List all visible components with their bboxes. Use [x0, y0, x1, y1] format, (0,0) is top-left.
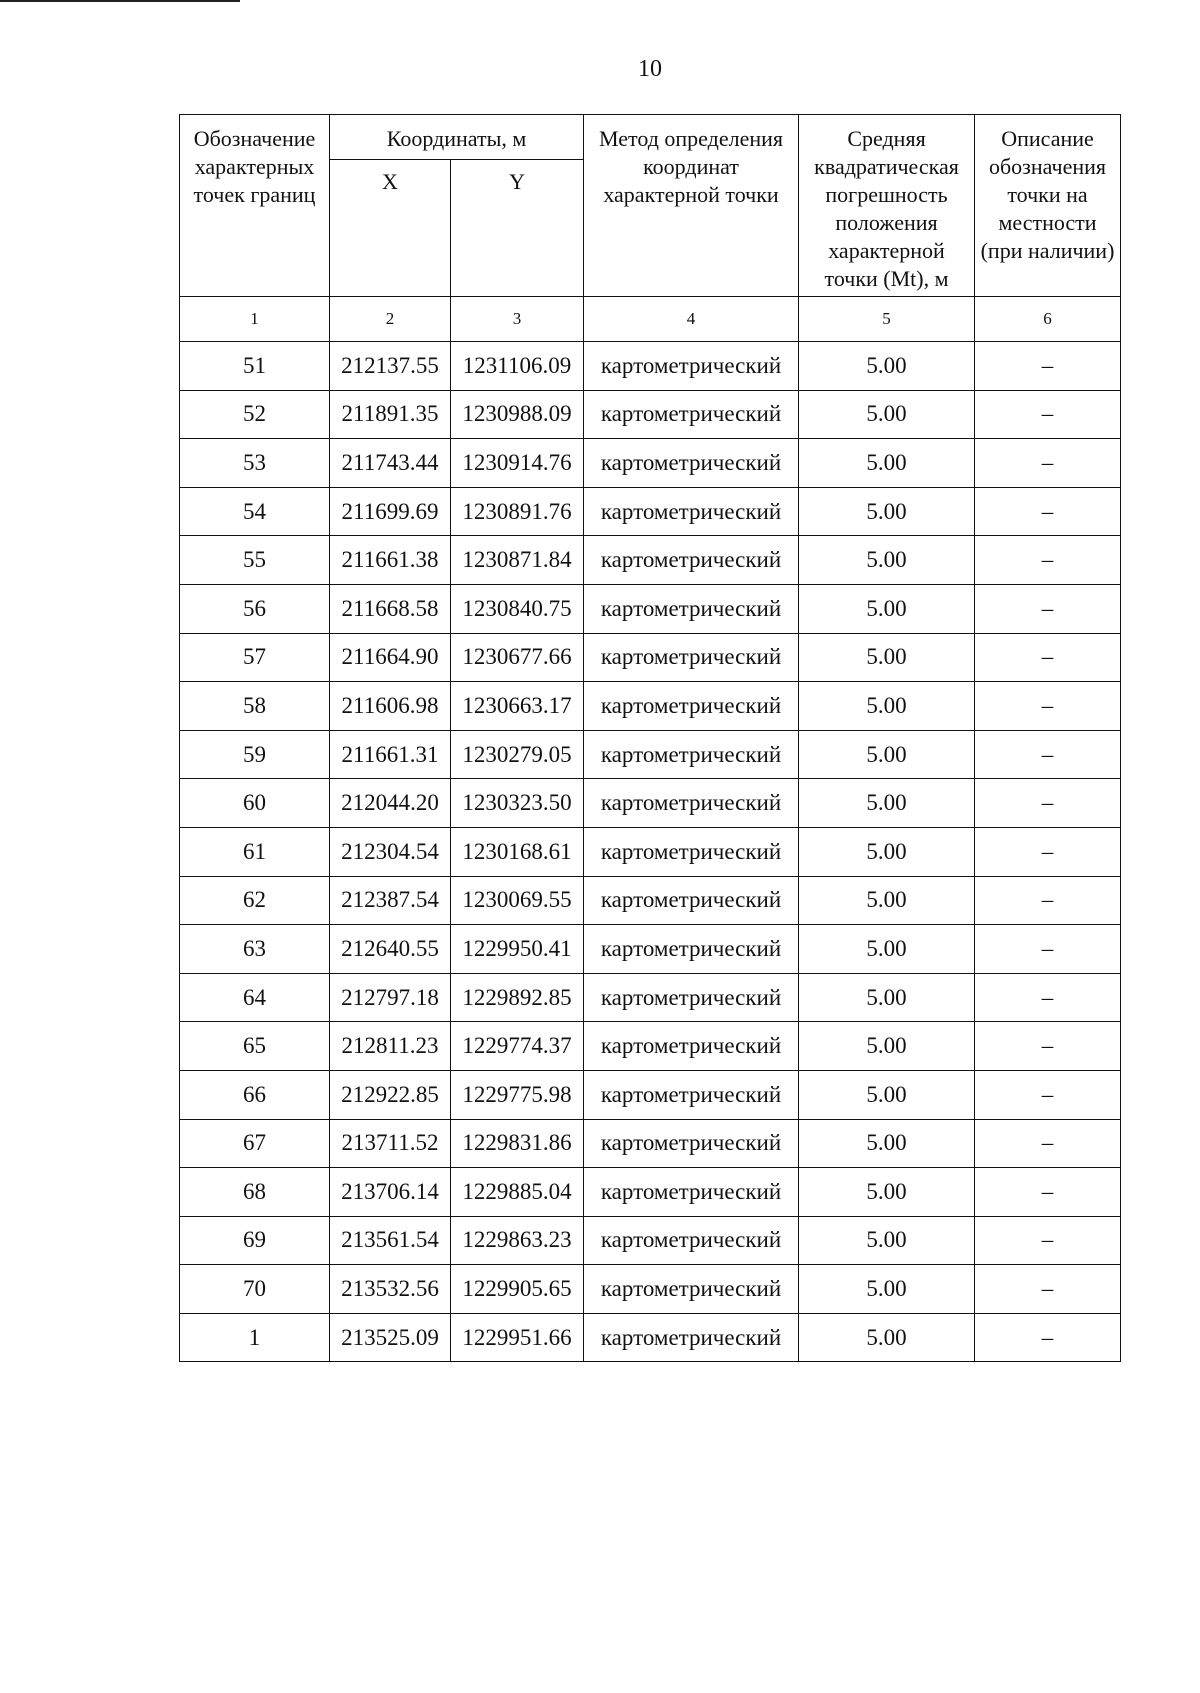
- cell-method: картометрический: [584, 973, 799, 1022]
- cell-method: картометрический: [584, 1022, 799, 1071]
- cell-y: 1230871.84: [451, 536, 584, 585]
- cell-error: 5.00: [799, 730, 975, 779]
- cell-y: 1229775.98: [451, 1070, 584, 1119]
- cell-description: –: [975, 1313, 1121, 1362]
- cell-method: картометрический: [584, 584, 799, 633]
- cell-method: картометрический: [584, 390, 799, 439]
- cell-x: 212797.18: [330, 973, 451, 1022]
- table-row: [180, 779, 1121, 828]
- column-number-row: [180, 297, 1121, 342]
- cell-x: 211664.90: [330, 633, 451, 682]
- cell-description: –: [975, 925, 1121, 974]
- cell-x: 212640.55: [330, 925, 451, 974]
- cell-point: 62: [180, 876, 330, 925]
- table-body: [180, 342, 1121, 1362]
- cell-error: 5.00: [799, 827, 975, 876]
- cell-point: 61: [180, 827, 330, 876]
- cell-description: –: [975, 779, 1121, 828]
- cell-method: картометрический: [584, 342, 799, 391]
- table-row: [180, 439, 1121, 488]
- cell-method: картометрический: [584, 1070, 799, 1119]
- header-method: Метод определения координат характерной точки: [584, 115, 799, 297]
- table-row: [180, 1070, 1121, 1119]
- cell-x: 213706.14: [330, 1168, 451, 1217]
- cell-description: –: [975, 342, 1121, 391]
- cell-method: картометрический: [584, 682, 799, 731]
- cell-description: –: [975, 1070, 1121, 1119]
- header-error: Средняя квадратическая погрешность положения характерной точки (Mt), м: [799, 115, 975, 297]
- scan-edge-line: [0, 0, 240, 2]
- cell-point: 58: [180, 682, 330, 731]
- cell-error: 5.00: [799, 925, 975, 974]
- column-number: 5: [799, 297, 975, 342]
- header-designation: Обозначение характерных точек границ: [180, 115, 330, 297]
- cell-description: –: [975, 536, 1121, 585]
- cell-error: 5.00: [799, 876, 975, 925]
- cell-y: 1230988.09: [451, 390, 584, 439]
- cell-y: 1230323.50: [451, 779, 584, 828]
- column-number: 1: [180, 297, 330, 342]
- header-coordinates: Координаты, м: [330, 115, 584, 160]
- cell-error: 5.00: [799, 633, 975, 682]
- header-y: Y: [451, 160, 584, 297]
- cell-x: 211891.35: [330, 390, 451, 439]
- table-row: [180, 390, 1121, 439]
- cell-error: 5.00: [799, 439, 975, 488]
- cell-point: 65: [180, 1022, 330, 1071]
- cell-y: 1229905.65: [451, 1265, 584, 1314]
- cell-point: 66: [180, 1070, 330, 1119]
- table-row: [180, 584, 1121, 633]
- cell-x: 213525.09: [330, 1313, 451, 1362]
- cell-y: 1229863.23: [451, 1216, 584, 1265]
- cell-x: 213711.52: [330, 1119, 451, 1168]
- cell-y: 1229831.86: [451, 1119, 584, 1168]
- cell-x: 213561.54: [330, 1216, 451, 1265]
- column-number: 6: [975, 297, 1121, 342]
- cell-x: 211668.58: [330, 584, 451, 633]
- cell-point: 69: [180, 1216, 330, 1265]
- table-row: [180, 1216, 1121, 1265]
- cell-description: –: [975, 876, 1121, 925]
- cell-y: 1229774.37: [451, 1022, 584, 1071]
- cell-method: картометрический: [584, 779, 799, 828]
- header-x: X: [330, 160, 451, 297]
- cell-method: картометрический: [584, 925, 799, 974]
- cell-x: 212304.54: [330, 827, 451, 876]
- cell-description: –: [975, 1022, 1121, 1071]
- cell-y: 1230279.05: [451, 730, 584, 779]
- table-row: [180, 633, 1121, 682]
- cell-error: 5.00: [799, 779, 975, 828]
- cell-method: картометрический: [584, 1265, 799, 1314]
- table-row: [180, 487, 1121, 536]
- cell-description: –: [975, 584, 1121, 633]
- cell-point: 64: [180, 973, 330, 1022]
- cell-error: 5.00: [799, 1022, 975, 1071]
- table-row: [180, 730, 1121, 779]
- cell-description: –: [975, 682, 1121, 731]
- cell-description: –: [975, 1216, 1121, 1265]
- cell-point: 63: [180, 925, 330, 974]
- cell-x: 211743.44: [330, 439, 451, 488]
- table-row: [180, 1313, 1121, 1362]
- cell-x: 211699.69: [330, 487, 451, 536]
- cell-description: –: [975, 827, 1121, 876]
- cell-point: 60: [180, 779, 330, 828]
- cell-y: 1230168.61: [451, 827, 584, 876]
- cell-description: –: [975, 730, 1121, 779]
- cell-description: –: [975, 487, 1121, 536]
- cell-description: –: [975, 1119, 1121, 1168]
- column-number: 2: [330, 297, 451, 342]
- cell-error: 5.00: [799, 487, 975, 536]
- table-row: [180, 342, 1121, 391]
- cell-method: картометрический: [584, 827, 799, 876]
- cell-x: 212387.54: [330, 876, 451, 925]
- cell-description: –: [975, 390, 1121, 439]
- column-number: 4: [584, 297, 799, 342]
- cell-y: 1229950.41: [451, 925, 584, 974]
- cell-point: 70: [180, 1265, 330, 1314]
- cell-method: картометрический: [584, 1216, 799, 1265]
- cell-y: 1231106.09: [451, 342, 584, 391]
- header-description: Описание обозначения точки на местности (при наличии): [975, 115, 1121, 297]
- cell-point: 68: [180, 1168, 330, 1217]
- cell-y: 1229892.85: [451, 973, 584, 1022]
- cell-error: 5.00: [799, 1168, 975, 1217]
- cell-point: 56: [180, 584, 330, 633]
- cell-point: 1: [180, 1313, 330, 1362]
- page-number: 10: [638, 56, 662, 82]
- cell-error: 5.00: [799, 1265, 975, 1314]
- cell-x: 211661.38: [330, 536, 451, 585]
- cell-description: –: [975, 1168, 1121, 1217]
- cell-error: 5.00: [799, 390, 975, 439]
- cell-description: –: [975, 439, 1121, 488]
- cell-error: 5.00: [799, 536, 975, 585]
- cell-y: 1229951.66: [451, 1313, 584, 1362]
- cell-point: 59: [180, 730, 330, 779]
- cell-description: –: [975, 1265, 1121, 1314]
- cell-error: 5.00: [799, 584, 975, 633]
- cell-point: 53: [180, 439, 330, 488]
- cell-error: 5.00: [799, 1070, 975, 1119]
- cell-point: 67: [180, 1119, 330, 1168]
- cell-y: 1230069.55: [451, 876, 584, 925]
- table-row: [180, 536, 1121, 585]
- cell-x: 212811.23: [330, 1022, 451, 1071]
- cell-x: 212044.20: [330, 779, 451, 828]
- cell-description: –: [975, 633, 1121, 682]
- cell-error: 5.00: [799, 973, 975, 1022]
- cell-y: 1230891.76: [451, 487, 584, 536]
- table-row: [180, 973, 1121, 1022]
- cell-method: картометрический: [584, 1168, 799, 1217]
- cell-point: 51: [180, 342, 330, 391]
- cell-y: 1230677.66: [451, 633, 584, 682]
- table-row: [180, 925, 1121, 974]
- header-row: [180, 115, 1121, 160]
- cell-error: 5.00: [799, 342, 975, 391]
- table-row: [180, 1119, 1121, 1168]
- cell-method: картометрический: [584, 439, 799, 488]
- cell-x: 212922.85: [330, 1070, 451, 1119]
- table-row: [180, 682, 1121, 731]
- cell-method: картометрический: [584, 730, 799, 779]
- coordinates-table: [179, 114, 1121, 1362]
- cell-x: 212137.55: [330, 342, 451, 391]
- cell-x: 211606.98: [330, 682, 451, 731]
- table-row: [180, 827, 1121, 876]
- cell-description: –: [975, 973, 1121, 1022]
- table-row: [180, 1265, 1121, 1314]
- cell-method: картометрический: [584, 487, 799, 536]
- cell-point: 54: [180, 487, 330, 536]
- cell-y: 1229885.04: [451, 1168, 584, 1217]
- cell-point: 52: [180, 390, 330, 439]
- cell-method: картометрический: [584, 633, 799, 682]
- cell-error: 5.00: [799, 1119, 975, 1168]
- table-row: [180, 1168, 1121, 1217]
- cell-point: 55: [180, 536, 330, 585]
- cell-method: картометрический: [584, 1119, 799, 1168]
- cell-point: 57: [180, 633, 330, 682]
- cell-method: картометрический: [584, 876, 799, 925]
- table-row: [180, 1022, 1121, 1071]
- cell-method: картометрический: [584, 1313, 799, 1362]
- cell-error: 5.00: [799, 1216, 975, 1265]
- cell-y: 1230914.76: [451, 439, 584, 488]
- cell-x: 211661.31: [330, 730, 451, 779]
- cell-method: картометрический: [584, 536, 799, 585]
- table-row: [180, 876, 1121, 925]
- cell-y: 1230663.17: [451, 682, 584, 731]
- column-number: 3: [451, 297, 584, 342]
- cell-error: 5.00: [799, 1313, 975, 1362]
- cell-x: 213532.56: [330, 1265, 451, 1314]
- cell-error: 5.00: [799, 682, 975, 731]
- cell-y: 1230840.75: [451, 584, 584, 633]
